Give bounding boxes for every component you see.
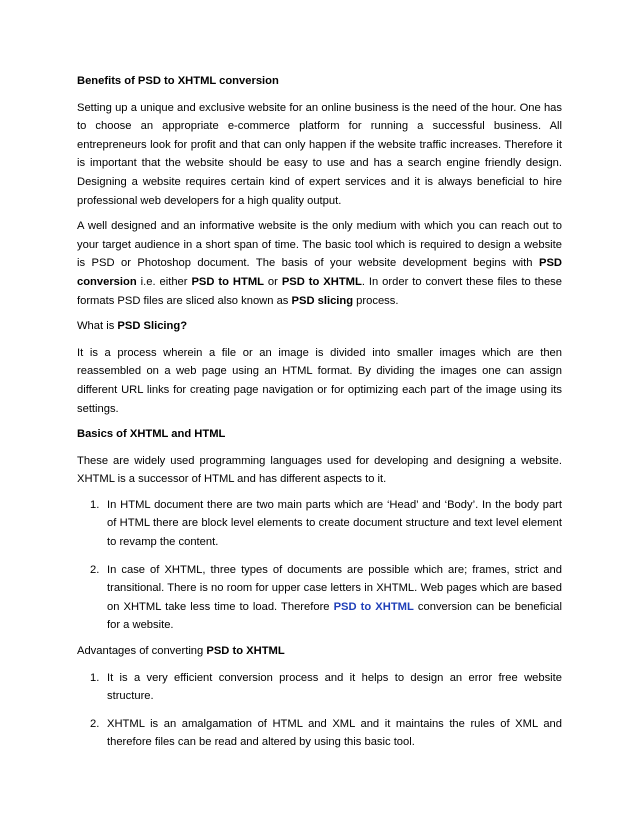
paragraph-intro: Setting up a unique and exclusive website for an online business is the need of the hour. One has to choose an appropriate e-commerce platform for running a successful business. All entrepreneurs look for profit and that can only happen if the website traffic increases. Therefore it is important that the website should be easy to use and has a search engine friendly design. Designing a website requires certain kind of expert services and it is always beneficial to hire professional web developers for a high quality output. [77, 101, 562, 207]
bold-psd-to-html: PSD to HTML [191, 275, 264, 288]
text-run: i.e. either [136, 275, 192, 288]
list-item [77, 496, 562, 552]
bold-psd-to-xhtml: PSD to XHTML [281, 275, 362, 288]
text-run: or [263, 275, 282, 288]
paragraph-slicing-explanation: It is a process wherein a file or an image is divided into smaller images which are then reassembled on a web page using an HTML format. By dividing the images one can assign different URL links for creating page navigation or for optimizing each part of the image using its settings. [77, 346, 562, 415]
bold-psd-slicing: PSD slicing [291, 294, 354, 307]
paragraph-languages: These are widely used programming languages used for developing and designing a website. XHTML is a successor of HTML and has different aspects to it. [77, 454, 562, 486]
psd-to-xhtml-link[interactable]: PSD to XHTML [333, 600, 414, 613]
text-run: A well designed and an informative website is the only medium with which you can reach out to your target audience in a short span of time. The basic tool which is required to design a website is PSD or Photoshop document. The basis of your website development begins with [77, 220, 562, 270]
bold-psd-to-xhtml-heading: PSD to XHTML [206, 645, 285, 658]
bold-psd-slicing-question: PSD Slicing? [117, 320, 188, 333]
text-run: . In order to convert these files to these formats PSD files are sliced also known as [77, 275, 562, 307]
text-run: What is [77, 320, 118, 333]
list-number: 2. [90, 563, 100, 576]
section-heading-what-is-slicing [77, 317, 562, 336]
list-item [77, 669, 562, 706]
list-item-text: In HTML document there are two main parts which are ‘Head’ and ‘Body’. In the body part of HTML there are block level elements to create document structure and text level element to revamp the content. [107, 498, 562, 549]
section-heading-benefits: Benefits of PSD to XHTML conversion [77, 75, 279, 87]
bold-psd-conversion: PSD conversion [77, 257, 562, 288]
document-body [77, 72, 562, 759]
list-item [77, 561, 562, 635]
paragraph-website-design [77, 217, 562, 310]
list-html-xhtml [77, 496, 562, 635]
list-item-text: XHTML is an amalgamation of HTML and XML and it maintains the rules of XML and therefore files can be read and altered by using this basic tool. [107, 717, 562, 749]
list-number: 1. [90, 671, 100, 684]
text-run: conversion can be beneficial for a website. [107, 600, 562, 632]
text-run: Advantages of converting [77, 645, 207, 658]
text-run: process. [353, 294, 399, 307]
text-run: In case of XHTML, three types of documents are possible which are; frames, strict and transitional. There is no room for upper case letters in XHTML. Web pages which are based on XHTML take less time to load. Therefore [107, 563, 562, 613]
list-advantages [77, 669, 562, 752]
list-number: 1. [90, 498, 100, 511]
list-number: 2. [90, 717, 100, 730]
section-heading-basics: Basics of XHTML and HTML [77, 428, 226, 441]
list-item-text: It is a very efficient conversion process and it helps to design an error free website structure. [107, 671, 562, 703]
list-item [77, 715, 562, 752]
section-heading-advantages [77, 642, 562, 661]
